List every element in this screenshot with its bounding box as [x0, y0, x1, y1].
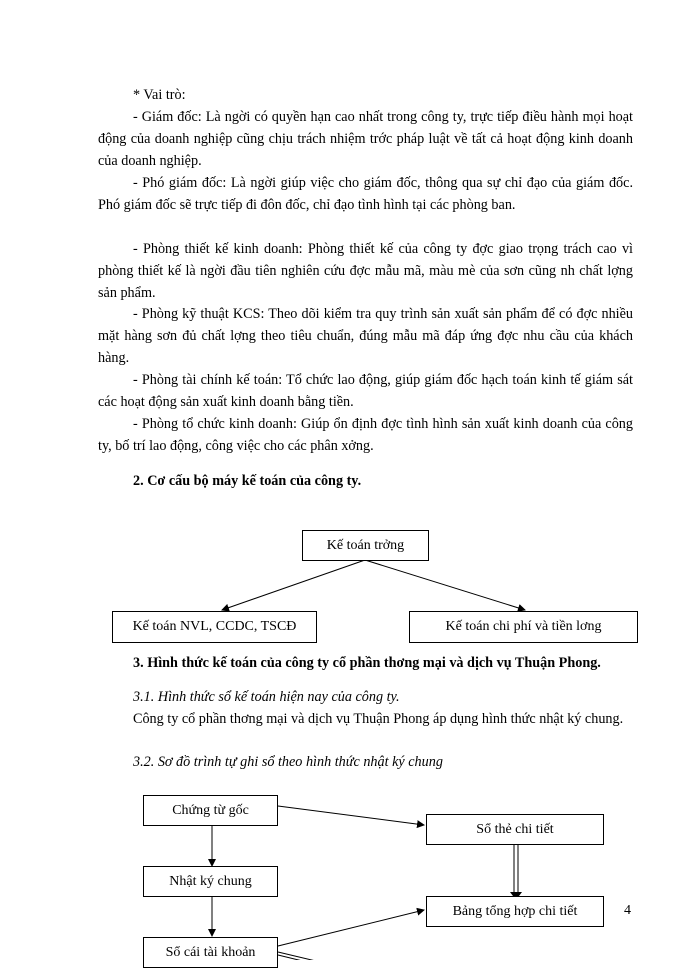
arrow-socai-down-b — [278, 955, 315, 960]
box-so-cai-tai-khoan: Sổ cái tài khoản — [143, 937, 278, 968]
arrow-socai-bangtong — [278, 910, 424, 946]
role-phong-thiet-ke: - Phòng thiết kế kinh doanh: Phòng thiết kế của công ty đợc giao trọng trách cao vì phòng thiết kế là ngời đầu tiên nghiên cứu đợc mẫu mã, màu mè của sơn cũng nh chất lợng sản phẩm. — [98, 241, 633, 301]
role-pho-giam-doc: - Phó giám đốc: Là ngời giúp việc cho giám đốc, thông qua sự chỉ đạo của giám đốc. Phó giám đốc sẽ trực tiếp đi đôn đốc, chỉ đạo tình hình tại các phòng ban. — [98, 175, 633, 213]
arrow-socai-down-a — [278, 952, 320, 960]
role-phong-ky-thuat: - Phòng kỹ thuật KCS: Theo dõi kiểm tra quy trình sản xuất sản phẩm để có đợc nhiều mặt hàng sơn đủ chất lợng theo tiêu chuẩn, đúng mẫu mã đáp ứng đợc nhu cầu của khách hàng. — [98, 306, 633, 366]
role-phong-to-chuc: - Phòng tổ chức kinh doanh: Giúp ổn định đợc tình hình sản xuất kinh doanh của công ty, bố trí lao động, công việc cho các phân xởng. — [98, 416, 633, 454]
section-2-title: 2. Cơ cấu bộ máy kế toán của công ty. — [133, 473, 362, 489]
roles-heading: * Vai trò: — [133, 87, 186, 103]
box-chung-tu-goc: Chứng từ gốc — [143, 795, 278, 826]
page-number: 4 — [624, 903, 631, 918]
role-phong-tai-chinh: - Phòng tài chính kế toán: Tổ chức lao động, giúp giám đốc hạch toán kinh tế giám sát các hoạt động sản xuất kinh doanh bằng tiền. — [98, 372, 633, 410]
box-ke-toan-chi-phi: Kế toán chi phí và tiền lơng — [409, 611, 638, 643]
box-ke-toan-nvl: Kế toán NVL, CCDC, TSCĐ — [112, 611, 317, 643]
arrow-chungtu-sothe — [278, 806, 424, 825]
section-3-1-body: Công ty cổ phần thơng mại và dịch vụ Thuận Phong áp dụng hình thức nhật ký chung. — [133, 711, 624, 727]
section-3-2-title: 3.2. Sơ đồ trình tự ghi sổ theo hình thức nhật ký chung — [133, 754, 443, 770]
box-so-the-chi-tiet: Sổ thẻ chi tiết — [426, 814, 604, 845]
box-bang-tong-hop: Bảng tổng hợp chi tiết — [426, 896, 604, 927]
box-ke-toan-truong: Kế toán trởng — [302, 530, 429, 561]
role-giam-doc: - Giám đốc: Là ngời có quyền hạn cao nhất trong công ty, trực tiếp điều hành mọi hoạt động của doanh nghiệp cũng chịu trách nhiệm trớc pháp luật về tất cả hoạt động kinh doanh của doanh nghiệp. — [98, 109, 633, 169]
section-3-title: 3. Hình thức kế toán của công ty cổ phần thơng mại và dịch vụ Thuận Phong. — [133, 655, 601, 671]
section-3-1-title: 3.1. Hình thức sổ kế toán hiện nay của công ty. — [133, 689, 400, 705]
arrow-to-nvl — [222, 560, 365, 610]
arrow-to-chi-phi — [365, 560, 525, 610]
box-nhat-ky-chung: Nhật ký chung — [143, 866, 278, 897]
